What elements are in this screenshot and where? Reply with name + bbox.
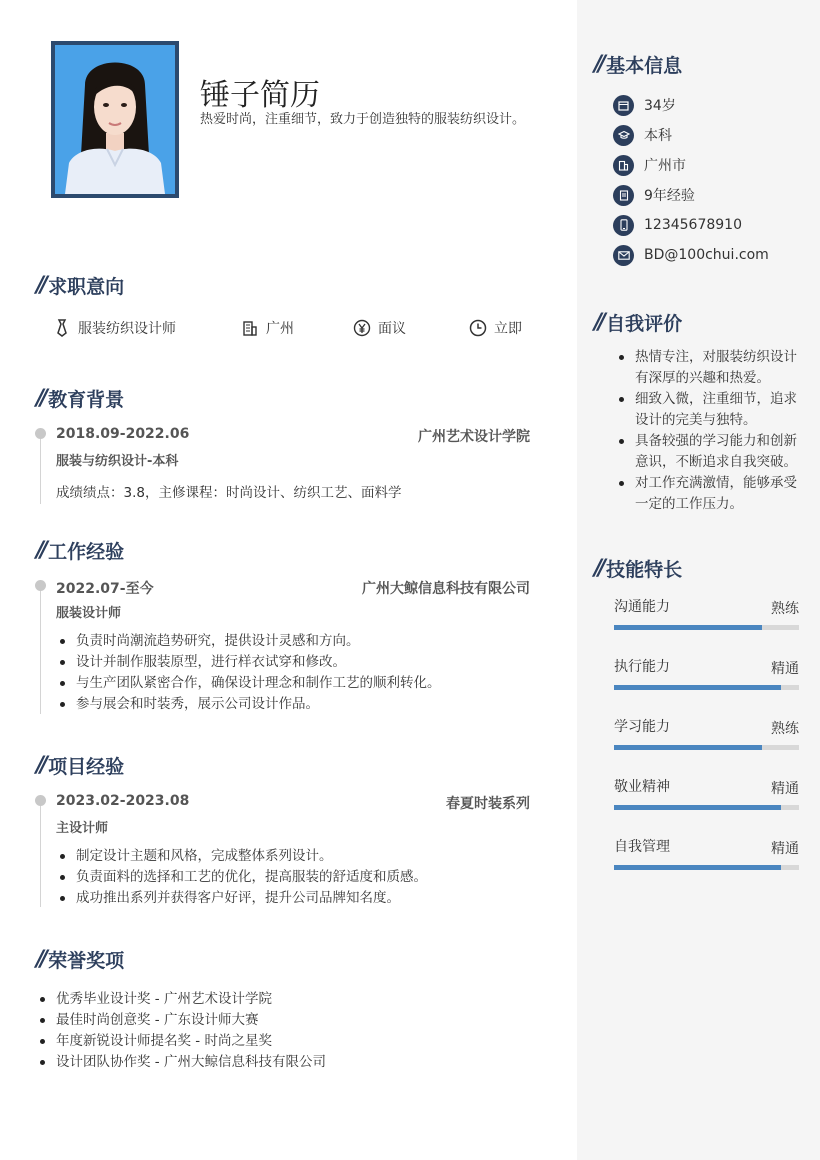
intent-start-text: 立即 — [494, 321, 522, 337]
skill-name: 敬业精神 — [614, 779, 670, 795]
resume-tagline: 热爱时尚，注重细节，致力于创造独特的服装纺织设计。 — [200, 112, 526, 127]
skill-bar-fill — [614, 745, 762, 750]
slash-icon: // — [594, 556, 603, 581]
education-header — [56, 426, 530, 446]
skills-list — [614, 594, 799, 894]
slash-icon: // — [36, 753, 45, 778]
info-degree-text: 本科 — [644, 128, 672, 144]
education-major: 服装与纺织设计-本科 — [56, 454, 179, 469]
section-title-basic-text: 基本信息 — [606, 55, 683, 77]
skill-name: 沟通能力 — [614, 599, 670, 615]
section-title-education — [36, 385, 124, 412]
education-period: 2018.09-2022.06 — [56, 426, 190, 442]
list-item: 对工作充满激情，能够承受一定的工作压力。 — [615, 473, 805, 515]
list-item: 优秀毕业设计奖 - 广州艺术设计学院 — [36, 989, 326, 1010]
info-phone-text: 12345678910 — [644, 217, 742, 233]
list-item: 参与展会和时装秀，展示公司设计作品。 — [56, 694, 530, 715]
section-title-self-text: 自我评价 — [606, 313, 683, 335]
slash-icon: // — [594, 52, 603, 77]
work-duties — [56, 631, 530, 715]
building-icon — [240, 318, 260, 338]
intent-salary — [352, 318, 468, 338]
list-item: 最佳时尚创意奖 - 广东设计师大赛 — [36, 1010, 326, 1031]
basic-info-list — [613, 90, 769, 270]
portrait-illustration — [55, 45, 175, 194]
slash-icon: // — [594, 310, 603, 335]
section-title-skills-text: 技能特长 — [606, 559, 683, 581]
skill-bar — [614, 625, 799, 630]
honors-list — [36, 989, 326, 1073]
section-title-self — [594, 309, 682, 336]
info-experience-text: 9年经验 — [644, 188, 695, 204]
list-item: 与生产团队紧密合作，确保设计理念和制作工艺的顺利转化。 — [56, 673, 530, 694]
resume-name: 锤子简历 — [200, 78, 320, 113]
intent-salary-text: 面议 — [378, 321, 406, 337]
work-header — [56, 578, 530, 598]
skill-bar-fill — [614, 865, 781, 870]
project-duties — [56, 846, 530, 909]
skill-item — [614, 714, 799, 774]
work-period: 2022.07-至今 — [56, 581, 154, 597]
section-title-work — [36, 537, 124, 564]
education-school: 广州艺术设计学院 — [418, 429, 530, 445]
slash-icon: // — [36, 273, 45, 298]
work-entry — [40, 580, 530, 714]
timeline-dot — [35, 580, 46, 591]
list-item: 成功推出系列并获得客户好评，提升公司品牌知名度。 — [56, 888, 530, 909]
profile-photo — [51, 41, 179, 198]
sidebar — [577, 0, 820, 1160]
info-city-text: 广州市 — [644, 158, 686, 174]
tie-icon — [52, 318, 72, 338]
list-item: 细致入微，注重细节，追求设计的完美与独特。 — [615, 389, 805, 431]
intent-start — [468, 318, 522, 338]
info-city — [613, 150, 769, 180]
skill-level: 熟练 — [771, 601, 799, 617]
timeline-dot — [35, 428, 46, 439]
clock-icon — [468, 318, 488, 338]
timeline-dot — [35, 795, 46, 806]
intent-city — [240, 318, 352, 338]
section-title-project — [36, 752, 124, 779]
section-title-intent — [36, 272, 124, 299]
slash-icon: // — [36, 538, 45, 563]
skill-bar-fill — [614, 625, 762, 630]
education-entry — [40, 428, 530, 504]
info-experience — [613, 180, 769, 210]
job-intent-row — [52, 318, 532, 338]
skill-name: 自我管理 — [614, 839, 670, 855]
section-title-honors — [36, 946, 124, 973]
list-item: 热情专注，对服装纺织设计有深厚的兴趣和热爱。 — [615, 347, 805, 389]
project-name: 春夏时装系列 — [446, 796, 530, 812]
section-title-project-text: 项目经验 — [48, 756, 125, 778]
skill-bar-fill — [614, 685, 781, 690]
section-title-basic — [594, 51, 682, 78]
education-detail: 成绩绩点：3.8，主修课程：时尚设计、纺织工艺、面料学 — [56, 485, 402, 501]
project-header — [56, 793, 530, 813]
skill-level: 精通 — [771, 841, 799, 857]
section-title-honors-text: 荣誉奖项 — [48, 950, 125, 972]
work-role: 服装设计师 — [56, 606, 122, 621]
skill-item — [614, 594, 799, 654]
skill-item — [614, 774, 799, 834]
building-icon — [613, 155, 634, 176]
intent-job-text: 服装纺织设计师 — [78, 321, 176, 337]
info-age-text: 34岁 — [644, 98, 676, 114]
project-entry — [40, 795, 530, 907]
envelope-icon — [613, 245, 634, 266]
work-company: 广州大鲸信息科技有限公司 — [362, 581, 530, 597]
skill-bar — [614, 805, 799, 810]
slash-icon: // — [36, 386, 45, 411]
skill-level: 熟练 — [771, 721, 799, 737]
info-email-text: BD@100chui.com — [644, 247, 769, 263]
phone-icon — [613, 215, 634, 236]
section-title-intent-text: 求职意向 — [48, 276, 125, 298]
info-age — [613, 90, 769, 120]
intent-city-text: 广州 — [266, 321, 294, 337]
list-item: 年度新锐设计师提名奖 - 时尚之星奖 — [36, 1031, 326, 1052]
skill-item — [614, 834, 799, 894]
slash-icon: // — [36, 947, 45, 972]
section-title-work-text: 工作经验 — [48, 541, 125, 563]
self-eval-list — [615, 347, 805, 515]
skill-level: 精通 — [771, 781, 799, 797]
skill-level: 精通 — [771, 661, 799, 677]
list-item: 负责面料的选择和工艺的优化，提高服装的舒适度和质感。 — [56, 867, 530, 888]
info-phone — [613, 210, 769, 240]
info-email — [613, 240, 769, 270]
section-title-skills — [594, 555, 682, 582]
list-item: 设计团队协作奖 - 广州大鲸信息科技有限公司 — [36, 1052, 326, 1073]
info-degree — [613, 120, 769, 150]
yuan-icon — [352, 318, 372, 338]
list-item: 制定设计主题和风格，完成整体系列设计。 — [56, 846, 530, 867]
skill-bar — [614, 685, 799, 690]
skill-bar — [614, 745, 799, 750]
list-item: 设计并制作服装原型，进行样衣试穿和修改。 — [56, 652, 530, 673]
project-period: 2023.02-2023.08 — [56, 793, 190, 809]
skill-bar — [614, 865, 799, 870]
skill-bar-fill — [614, 805, 781, 810]
skill-name: 学习能力 — [614, 719, 670, 735]
document-icon — [613, 185, 634, 206]
project-role: 主设计师 — [56, 821, 109, 836]
intent-job — [52, 318, 240, 338]
skill-item — [614, 654, 799, 714]
list-item: 具备较强的学习能力和创新意识，不断追求自我突破。 — [615, 431, 805, 473]
skill-name: 执行能力 — [614, 659, 670, 675]
section-title-education-text: 教育背景 — [48, 389, 125, 411]
graduation-cap-icon — [613, 125, 634, 146]
list-item: 负责时尚潮流趋势研究，提供设计灵感和方向。 — [56, 631, 530, 652]
calendar-icon — [613, 95, 634, 116]
